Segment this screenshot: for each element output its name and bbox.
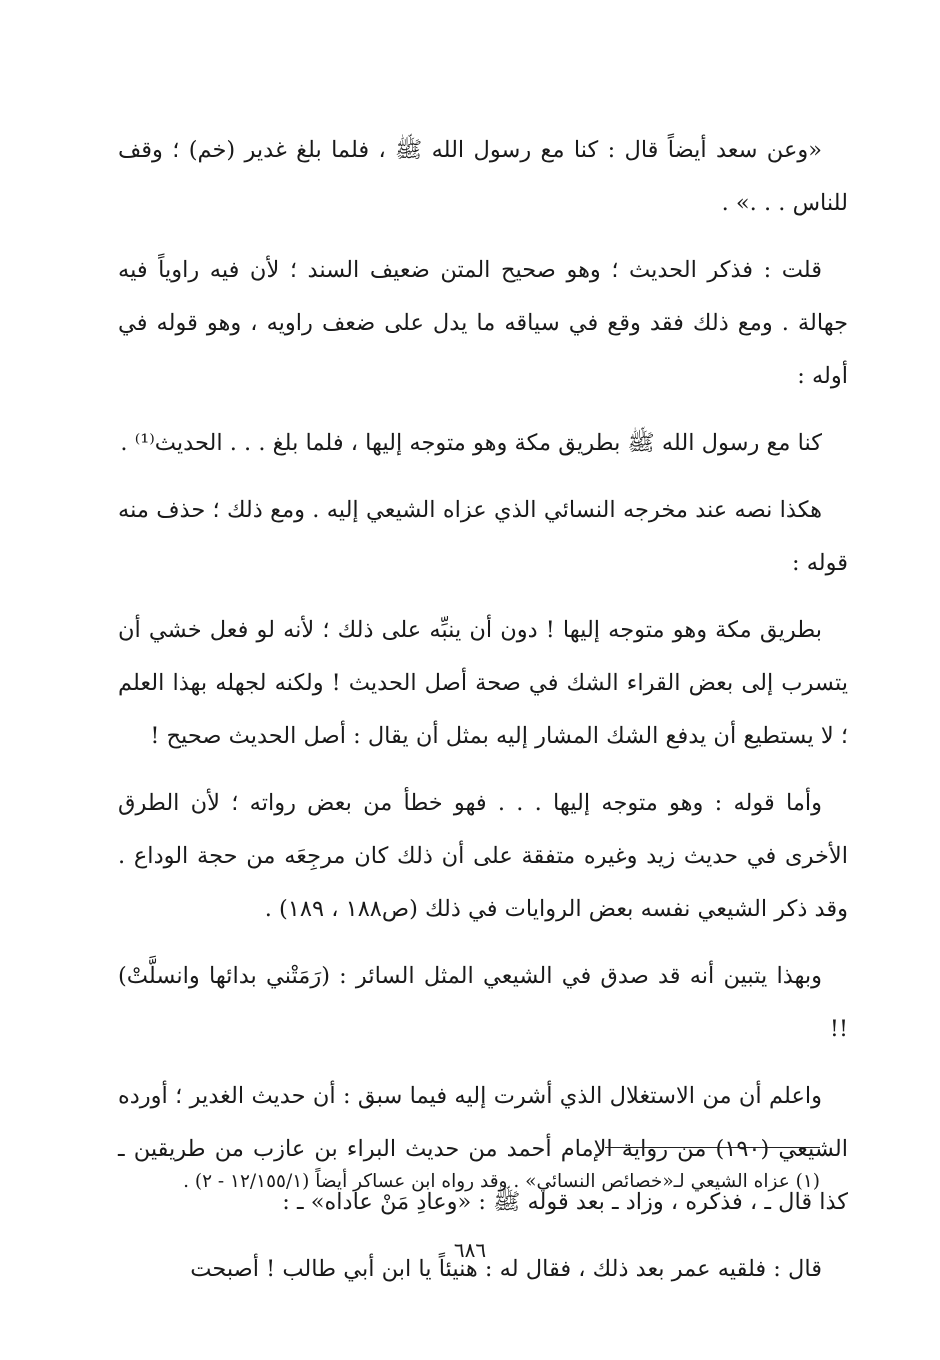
page-number: ٦٨٦ [453, 1238, 487, 1262]
paragraph-omitted-phrase: بطريق مكة وهو متوجه إليها ! دون أن ينبِّه على ذلك ؛ لأنه لو فعل خشي أن يتسرب إلى بعض القراء الشك في صحة أصل الحديث ! ولكنه لجهله بهذا العلم ؛ لا يستطيع أن يدفع الشك المشار إليه بمثل أن يقال : أصل الحديث صحيح ! [118, 617, 848, 749]
footnote-1: (١) عزاه الشيعي لـ«خصائص النسائي» . وقد رواه ابن عساكر أيضاً (١٢/١٥٥/١ - ٢) . [183, 1171, 820, 1192]
paragraph-narrator-error: وأما قوله : وهو متوجه إليها . . . فهو خطأ من بعض رواته ؛ لأن الطرق الأخرى في حديث زيد وغيره متفقة على أن ذلك كان مرجِعَه من حجة الوداع . وقد ذكر الشيعي نفسه بعض الروايات في ذلك (ص١٨٨ ، ١٨٩) . [118, 790, 848, 922]
paragraph-umar-congratulation: قال : فلقيه عمر بعد ذلك ، فقال له : هنيئاً يا ابن أبي طالب ! أصبحت [190, 1256, 822, 1282]
paragraph-proverb: وبهذا يتبين أنه قد صدق في الشيعي المثل السائر : (رَمَتْني بدائها وانسلَّتْ) !! [118, 963, 848, 1042]
paragraph-hadith-opening: كنا مع رسول الله ﷺ بطريق مكة وهو متوجه إليها ، فلما بلغ . . . الحديث⁽¹⁾ . [120, 430, 822, 456]
paragraph-ghadir-exploitation: واعلم أن من الاستغلال الذي أشرت إليه فيما سبق : أن حديث الغدير ؛ أورده الشيعي (١٩٠) من رواية الإمام أحمد من حديث البراء بن عازب من طريقين ـ كذا قال ـ ، فذكره ، وزاد ـ بعد قوله ﷺ : «وعادِ مَنْ عاداه» ـ : [118, 1083, 848, 1215]
paragraph-commentary-weak-chain: قلت : فذكر الحديث ؛ وهو صحيح المتن ضعيف السند ؛ لأن فيه راوياً فيه جهالة . ومع ذلك فقد وقع في سياقه ما يدل على ضعف راويه ، وهو قوله في أوله : [118, 257, 848, 389]
footnote-divider [605, 1147, 820, 1148]
paragraph-hadith-quote: «وعن سعد أيضاً قال : كنا مع رسول الله ﷺ ، فلما بلغ غدير (خم) ؛ وقف للناس . . .» . [118, 137, 848, 216]
paragraph-nasai-text: هكذا نصه عند مخرجه النسائي الذي عزاه الشيعي إليه . ومع ذلك ؛ حذف منه قوله : [118, 497, 848, 576]
page-body [118, 124, 848, 1310]
